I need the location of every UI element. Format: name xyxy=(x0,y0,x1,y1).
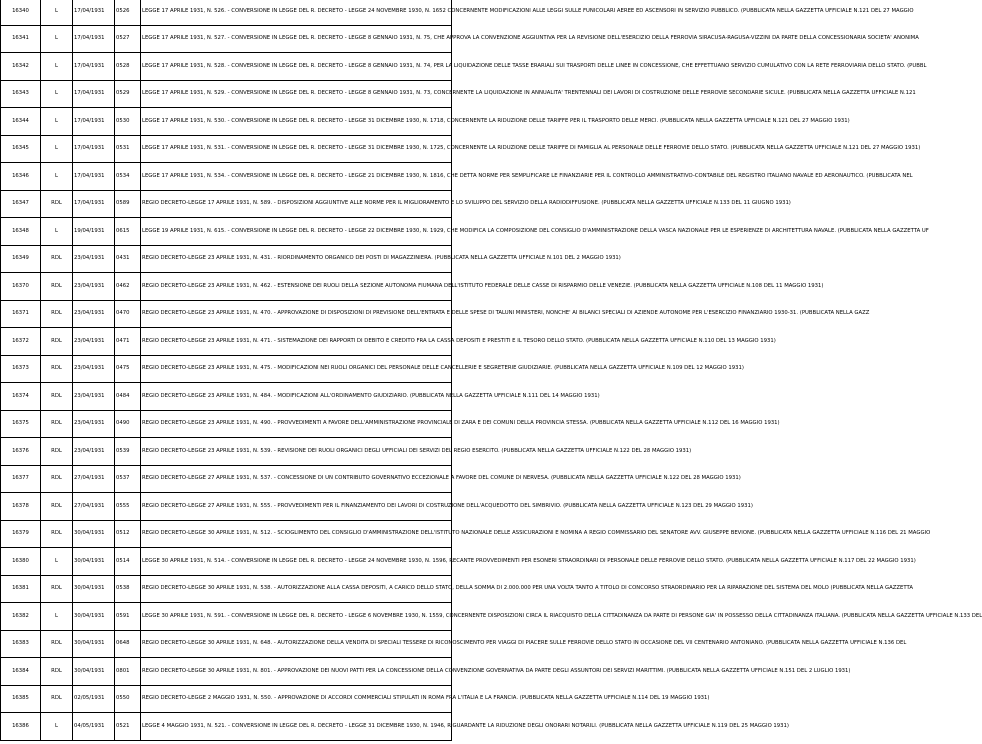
act-description-cell xyxy=(141,245,621,273)
act-type-text: L xyxy=(55,557,58,564)
act-code-cell xyxy=(115,383,141,411)
table-row xyxy=(1,328,452,356)
act-code-cell xyxy=(115,25,141,53)
record-number-text: 16344 xyxy=(12,117,29,124)
act-date-text: 30/04/1931 xyxy=(74,530,105,537)
act-date-text: 17/04/1931 xyxy=(74,35,105,42)
act-code-cell xyxy=(115,328,141,356)
table-row xyxy=(1,713,452,741)
act-description-text: REGIO DECRETO-LEGGE 30 APRILE 1931, N. 512. - SCIOGLIMENTO DEL CONSIGLIO D'AMMINISTRAZIONE DELL'ISTITUTO NAZIONALE DELLE ASSICURAZIONI E NOMINA A REGIO COMMISSARIO DEL SENATORE AVV. GIUSEPPE BEVIONE. (PUBBLICATA NELLA GAZZETTA UFFICIALE N.116 DEL 21 MAGGIO xyxy=(142,530,931,537)
record-number-cell xyxy=(1,355,41,383)
act-date-text: 30/04/1931 xyxy=(74,585,105,592)
record-number-text: 16346 xyxy=(12,172,29,179)
act-type-text: RDL xyxy=(51,667,62,674)
table-row xyxy=(1,0,452,25)
record-number-cell xyxy=(1,713,41,741)
act-type-cell xyxy=(41,548,73,576)
act-code-cell xyxy=(115,603,141,631)
act-type-cell xyxy=(41,575,73,603)
act-type-cell xyxy=(41,603,73,631)
act-code-cell xyxy=(115,300,141,328)
record-number-text: 16384 xyxy=(12,667,29,674)
record-number-text: 16377 xyxy=(12,475,29,482)
act-description-cell xyxy=(141,80,916,108)
act-code-cell xyxy=(115,355,141,383)
act-date-cell xyxy=(73,630,115,658)
record-number-cell xyxy=(1,520,41,548)
act-date-text: 23/04/1931 xyxy=(74,282,105,289)
act-date-text: 23/04/1931 xyxy=(74,420,105,427)
act-date-cell xyxy=(73,603,115,631)
act-description-cell xyxy=(141,135,921,163)
act-description-text: LEGGE 4 MAGGIO 1931, N. 521. - CONVERSIONE IN LEGGE DEL R. DECRETO - LEGGE 31 DICEMBRE 1930, N. 1946, RIGUARDANTE LA RIDUZIONE DEGLI ONORARI NOTARILI. (PUBBLICATA NELLA GAZZETTA UFFICIALE N.119 DEL 25 MAGGIO 1931) xyxy=(142,722,789,729)
act-date-text: 27/04/1931 xyxy=(74,502,105,509)
act-date-cell xyxy=(73,575,115,603)
record-number-cell xyxy=(1,0,41,25)
act-code-cell xyxy=(115,410,141,438)
table-row xyxy=(1,273,452,301)
act-description-text: REGIO DECRETO-LEGGE 27 APRILE 1931, N. 537. - CONCESSIONE DI UN CONTRIBUTO GOVERNATIVO ECCEZIONALE A FAVORE DEL COMUNE DI NERVESA. (PUBBLICATA NELLA GAZZETTA UFFICIALE N.122 DEL 28 MAGGIO 1931) xyxy=(142,475,741,482)
act-code-cell xyxy=(115,713,141,741)
record-number-text: 16380 xyxy=(12,557,29,564)
act-description-text: LEGGE 17 APRILE 1931, N. 528. - CONVERSIONE IN LEGGE DEL R. DECRETO - LEGGE 8 GENNAIO 1931, N. 74, PER LA LIQUIDAZIONE DELLE TASSE ERARIALI SUI TRASPORTI DELLE LINEE IN CONCESSIONE, CHE EFFETTUANO SERVIZIO CUMULATIVO CON LA RETE FERROVIARIA DELLO STATO. (PUBBL xyxy=(142,62,927,69)
act-date-cell xyxy=(73,135,115,163)
act-code-cell xyxy=(115,218,141,246)
act-type-text: RDL xyxy=(51,310,62,317)
act-date-cell xyxy=(73,300,115,328)
act-date-text: 30/04/1931 xyxy=(74,557,105,564)
act-type-cell xyxy=(41,273,73,301)
record-number-text: 16341 xyxy=(12,35,29,42)
record-number-cell xyxy=(1,135,41,163)
act-date-text: 02/05/1931 xyxy=(74,695,105,702)
act-type-text: RDL xyxy=(51,200,62,207)
act-type-cell xyxy=(41,0,73,25)
act-description-cell xyxy=(141,190,791,218)
record-number-cell xyxy=(1,630,41,658)
act-code-text: 0527 xyxy=(116,35,130,42)
table-row xyxy=(1,108,452,136)
record-number-cell xyxy=(1,300,41,328)
record-number-text: 16381 xyxy=(12,585,29,592)
act-type-cell xyxy=(41,328,73,356)
act-description-text: LEGGE 19 APRILE 1931, N. 615. - CONVERSIONE IN LEGGE DEL R. DECRETO - LEGGE 22 DICEMBRE 1930, N. 1929, CHE MODIFICA LA COMPOSIZIONE DEL CONSIGLIO D'AMMINISTRAZIONE DELLA VASCA NAZIONALE PER LE ESPERIENZE DI ARCHITETTURA NAVALE. (PUBBLICATA NELLA GAZZETTA UF xyxy=(142,227,929,234)
record-number-cell xyxy=(1,603,41,631)
act-type-cell xyxy=(41,438,73,466)
act-type-cell xyxy=(41,410,73,438)
act-type-text: RDL xyxy=(51,502,62,509)
record-number-text: 16342 xyxy=(12,62,29,69)
act-type-text: RDL xyxy=(51,392,62,399)
act-description-cell xyxy=(141,163,913,191)
act-type-text: L xyxy=(55,35,58,42)
act-type-text: RDL xyxy=(51,695,62,702)
act-description-text: REGIO DECRETO-LEGGE 27 APRILE 1931, N. 555. - PROVVEDIMENTI PER IL FINANZIAMENTO DEI LAVORI DI COSTRUZIONE DELL'ACQUEDOTTO DEL SIMBRIVIO. (PUBBLICATA NELLA GAZZETTA UFFICIALE N.123 DEL 29 MAGGIO 1931) xyxy=(142,502,753,509)
act-type-text: L xyxy=(55,7,58,14)
table-row xyxy=(1,410,452,438)
table-row xyxy=(1,80,452,108)
act-type-text: L xyxy=(55,172,58,179)
act-type-cell xyxy=(41,658,73,686)
act-description-cell xyxy=(141,0,914,25)
act-date-text: 30/04/1931 xyxy=(74,612,105,619)
act-description-cell xyxy=(141,355,744,383)
act-code-cell xyxy=(115,685,141,713)
table-row xyxy=(1,190,452,218)
act-date-cell xyxy=(73,108,115,136)
act-date-text: 17/04/1931 xyxy=(74,172,105,179)
act-date-text: 23/04/1931 xyxy=(74,447,105,454)
act-code-text: 0528 xyxy=(116,62,130,69)
act-description-cell xyxy=(141,410,780,438)
act-code-text: 0531 xyxy=(116,145,130,152)
act-code-cell xyxy=(115,658,141,686)
record-number-cell xyxy=(1,273,41,301)
act-date-cell xyxy=(73,273,115,301)
act-code-cell xyxy=(115,465,141,493)
table-row xyxy=(1,548,452,576)
act-date-cell xyxy=(73,355,115,383)
act-type-cell xyxy=(41,25,73,53)
table-row xyxy=(1,465,452,493)
act-date-cell xyxy=(73,493,115,521)
act-description-cell xyxy=(141,218,929,246)
act-date-text: 30/04/1931 xyxy=(74,667,105,674)
act-description-cell xyxy=(141,575,913,603)
act-description-text: REGIO DECRETO-LEGGE 30 APRILE 1931, N. 801. - APPROVAZIONE DEI NUOVI PATTI PER LA CONCESSIONE DELLA CONVENZIONE GOVERNATIVA DA PARTE DEGLI ASSUNTORI DEI SERVIZI MARITTIMI. (PUBBLICATA NELLA GAZZETTA UFFICIALE N.151 DEL 2 LUGLIO 1931) xyxy=(142,667,851,674)
act-description-cell xyxy=(141,603,982,631)
act-date-text: 30/04/1931 xyxy=(74,640,105,647)
record-number-text: 16375 xyxy=(12,420,29,427)
act-code-cell xyxy=(115,438,141,466)
act-type-cell xyxy=(41,355,73,383)
act-date-cell xyxy=(73,80,115,108)
act-code-text: 0490 xyxy=(116,420,130,427)
register-rows xyxy=(1,0,982,740)
act-description-cell xyxy=(141,328,776,356)
act-type-text: L xyxy=(55,227,58,234)
record-number-cell xyxy=(1,245,41,273)
act-code-cell xyxy=(115,575,141,603)
act-code-text: 0512 xyxy=(116,530,130,537)
record-number-cell xyxy=(1,80,41,108)
act-description-cell xyxy=(141,630,907,658)
act-code-text: 0529 xyxy=(116,90,130,97)
act-date-text: 23/04/1931 xyxy=(74,365,105,372)
act-description-cell xyxy=(141,685,710,713)
act-date-cell xyxy=(73,0,115,25)
act-type-text: RDL xyxy=(51,447,62,454)
act-type-text: L xyxy=(55,117,58,124)
act-description-text: REGIO DECRETO-LEGGE 23 APRILE 1931, N. 431. - RIORDINAMENTO ORGANICO DEI POSTI DI MAGAZZINIERA. (PUBBLICATA NELLA GAZZETTA UFFICIALE N.101 DEL 2 MAGGIO 1931) xyxy=(142,255,621,262)
act-code-text: 0475 xyxy=(116,365,130,372)
act-date-text: 23/04/1931 xyxy=(74,392,105,399)
record-number-cell xyxy=(1,190,41,218)
act-code-text: 0514 xyxy=(116,557,130,564)
table-row xyxy=(1,658,452,686)
act-code-text: 0471 xyxy=(116,337,130,344)
act-type-cell xyxy=(41,493,73,521)
act-description-text: LEGGE 17 APRILE 1931, N. 527. - CONVERSIONE IN LEGGE DEL R. DECRETO - LEGGE 8 GENNAIO 1931, N. 75, CHE APPROVA LA CONVENZIONE AGGIUNTIVA PER LA REVISIONE DELL'ESERCIZIO DELLA FERROVIA SIRACUSA-RAGUSA-VIZZINI DA PARTE DELLA CONCESSIONARIA SOCIETA' ANONIMA xyxy=(142,35,919,42)
record-number-cell xyxy=(1,465,41,493)
act-code-text: 0537 xyxy=(116,475,130,482)
act-description-cell xyxy=(141,438,692,466)
act-code-cell xyxy=(115,163,141,191)
table-row xyxy=(1,300,452,328)
record-number-text: 16374 xyxy=(12,392,29,399)
act-code-cell xyxy=(115,80,141,108)
record-number-text: 16349 xyxy=(12,255,29,262)
act-code-text: 0615 xyxy=(116,227,130,234)
act-date-cell xyxy=(73,410,115,438)
act-code-cell xyxy=(115,108,141,136)
record-number-cell xyxy=(1,218,41,246)
act-type-cell xyxy=(41,163,73,191)
act-date-cell xyxy=(73,53,115,81)
act-description-cell xyxy=(141,53,927,81)
act-code-cell xyxy=(115,135,141,163)
record-number-cell xyxy=(1,685,41,713)
act-description-text: REGIO DECRETO-LEGGE 23 APRILE 1931, N. 490. - PROVVEDIMENTI A FAVORE DELL'AMMINISTRAZIONE PROVINCIALE DI ZARA E DEI COMUNI DELLA PROVINCIA STESSA. (PUBBLICATA NELLA GAZZETTA UFFICIALE N.112 DEL 16 MAGGIO 1931) xyxy=(142,420,780,427)
table-row xyxy=(1,383,452,411)
act-date-cell xyxy=(73,685,115,713)
record-number-text: 16348 xyxy=(12,227,29,234)
table-row xyxy=(1,245,452,273)
act-type-cell xyxy=(41,245,73,273)
act-type-cell xyxy=(41,685,73,713)
act-description-cell xyxy=(141,548,916,576)
act-date-text: 17/04/1931 xyxy=(74,7,105,14)
act-code-text: 0431 xyxy=(116,255,130,262)
act-code-text: 0462 xyxy=(116,282,130,289)
act-description-text: REGIO DECRETO-LEGGE 30 APRILE 1931, N. 538. - AUTORIZZAZIONE ALLA CASSA DEPOSITI, A CARICO DELLO STATO, DELLA SOMMA DI 2.000.000 PER UNA VOLTA TANTO A TITOLO DI CONCORSO STRAORDINARIO PER LA RIPARAZIONE DEL SISTEMA DEL MOLO (PUBBLICATA NELLA GAZZETTA xyxy=(142,585,913,592)
act-date-cell xyxy=(73,465,115,493)
act-type-text: RDL xyxy=(51,255,62,262)
act-type-cell xyxy=(41,630,73,658)
record-number-text: 16386 xyxy=(12,722,29,729)
act-date-text: 17/04/1931 xyxy=(74,200,105,207)
act-date-cell xyxy=(73,713,115,741)
record-number-text: 16379 xyxy=(12,530,29,537)
act-date-cell xyxy=(73,548,115,576)
record-number-text: 16385 xyxy=(12,695,29,702)
record-number-text: 16343 xyxy=(12,90,29,97)
act-description-cell xyxy=(141,713,789,741)
act-code-text: 0470 xyxy=(116,310,130,317)
table-row xyxy=(1,355,452,383)
act-code-text: 0648 xyxy=(116,640,130,647)
act-date-text: 19/04/1931 xyxy=(74,227,105,234)
record-number-cell xyxy=(1,108,41,136)
record-number-cell xyxy=(1,658,41,686)
act-description-text: LEGGE 30 APRILE 1931, N. 591. - CONVERSIONE IN LEGGE DEL R. DECRETO - LEGGE 6 NOVEMBRE 1930, N. 1559, CONCERNENTE DISPOSIZIONI CIRCA IL RIACQUISTO DELLA CITTADINANZA DA PARTE DI PERSONE GIA' IN POSSESSO DELLA CITTADINANZA ITALIANA. (PUBBLICATA NELLA GAZZETTA UFFICIALE N.133 DEL xyxy=(142,612,982,619)
act-description-cell xyxy=(141,520,931,548)
act-type-text: RDL xyxy=(51,337,62,344)
act-description-text: REGIO DECRETO-LEGGE 23 APRILE 1931, N. 471. - SISTEMAZIONE DEI RAPPORTI DI DEBITO E CREDITO FRA LA CASSA DEPOSITI E PRESTITI E IL TESORO DELLO STATO. (PUBBLICATA NELLA GAZZETTA UFFICIALE N.110 DEL 13 MAGGIO 1931) xyxy=(142,337,776,344)
act-date-text: 23/04/1931 xyxy=(74,310,105,317)
act-type-cell xyxy=(41,190,73,218)
record-number-cell xyxy=(1,383,41,411)
act-type-cell xyxy=(41,300,73,328)
act-code-text: 0550 xyxy=(116,695,130,702)
table-row xyxy=(1,493,452,521)
act-date-cell xyxy=(73,218,115,246)
table-row xyxy=(1,575,452,603)
act-date-cell xyxy=(73,383,115,411)
act-description-cell xyxy=(141,493,753,521)
act-type-text: L xyxy=(55,612,58,619)
act-code-cell xyxy=(115,0,141,25)
act-code-text: 0555 xyxy=(116,502,130,509)
record-number-text: 16370 xyxy=(12,282,29,289)
act-type-text: L xyxy=(55,145,58,152)
act-code-text: 0534 xyxy=(116,172,130,179)
act-description-cell xyxy=(141,383,600,411)
act-description-text: REGIO DECRETO-LEGGE 30 APRILE 1931, N. 648. - AUTORIZZAZIONE DELLA VENDITA DI SPECIALI TESSERE DI RICONOSCIMENTO PER VIAGGI DI PIACERE SULLE FERROVIE DELLO STATO IN OCCASIONE DEL VII CENTENARIO ANTONIANO. (PUBBLICATA NELLA GAZZETTA UFFICIALE N.136 DEL xyxy=(142,640,907,647)
act-description-text: LEGGE 17 APRILE 1931, N. 534. - CONVERSIONE IN LEGGE DEL R. DECRETO - LEGGE 21 DICEMBRE 1930, N. 1816, CHE DETTA NORME PER SEMPLIFICARE LE FINANZIARIE PER IL CONTROLLO AMMINISTRATIVO-CONTABILE DEL REGISTRO ITALIANO NAVALE ED AERONAUTICO. (PUBBLICATA NEL xyxy=(142,172,913,179)
table-row xyxy=(1,438,452,466)
act-code-text: 0538 xyxy=(116,585,130,592)
record-number-text: 16371 xyxy=(12,310,29,317)
record-number-cell xyxy=(1,328,41,356)
act-description-text: REGIO DECRETO-LEGGE 17 APRILE 1931, N. 589. - DISPOSIZIONI AGGIUNTIVE ALLE NORME PER IL MIGLIORAMENTO E LO SVILUPPO DEL SERVIZIO DELLA RADIODIFFUSIONE. (PUBBLICATA NELLA GAZZETTA UFFICIALE N.133 DEL 11 GIUGNO 1931) xyxy=(142,200,791,207)
act-description-text: REGIO DECRETO-LEGGE 23 APRILE 1931, N. 462. - ESTENSIONE DEI RUOLI DELLA SEZIONE AUTONOMA FIUMANA DELL'ISTITUTO FEDERALE DELLE CASSE DI RISPARMIO DELLE VENEZIE. (PUBBLICATA NELLA GAZZETTA UFFICIALE N.108 DEL 11 MAGGIO 1931) xyxy=(142,282,824,289)
act-date-text: 17/04/1931 xyxy=(74,62,105,69)
table-row xyxy=(1,630,452,658)
act-description-text: LEGGE 17 APRILE 1931, N. 529. - CONVERSIONE IN LEGGE DEL R. DECRETO - LEGGE 8 GENNAIO 1931, N. 73, CONCERNENTE LA LIQUIDAZIONE IN ANNUALITA' TRENTENNALI DEI LAVORI DI COSTRUZIONE DELLE FERROVIE SECONDARIE SICULE. (PUBBLICATA NELLA GAZZETTA UFFICIALE N.121 xyxy=(142,90,916,97)
record-number-text: 16373 xyxy=(12,365,29,372)
act-date-text: 23/04/1931 xyxy=(74,255,105,262)
act-code-cell xyxy=(115,273,141,301)
record-number-cell xyxy=(1,438,41,466)
act-date-text: 27/04/1931 xyxy=(74,475,105,482)
act-code-text: 0589 xyxy=(116,200,130,207)
record-number-text: 16345 xyxy=(12,145,29,152)
act-date-cell xyxy=(73,328,115,356)
record-number-text: 16378 xyxy=(12,502,29,509)
act-description-cell xyxy=(141,658,851,686)
act-type-cell xyxy=(41,108,73,136)
table-row xyxy=(1,218,452,246)
act-date-cell xyxy=(73,520,115,548)
table-row xyxy=(1,135,452,163)
act-type-text: RDL xyxy=(51,585,62,592)
record-number-cell xyxy=(1,25,41,53)
act-type-text: L xyxy=(55,62,58,69)
act-code-cell xyxy=(115,520,141,548)
act-code-cell xyxy=(115,53,141,81)
act-type-cell xyxy=(41,520,73,548)
act-date-cell xyxy=(73,25,115,53)
act-type-cell xyxy=(41,135,73,163)
table-row xyxy=(1,685,452,713)
act-date-text: 17/04/1931 xyxy=(74,90,105,97)
record-number-cell xyxy=(1,53,41,81)
act-description-cell xyxy=(141,273,824,301)
table-row xyxy=(1,53,452,81)
record-number-cell xyxy=(1,575,41,603)
act-code-cell xyxy=(115,190,141,218)
act-description-text: REGIO DECRETO-LEGGE 23 APRILE 1931, N. 539. - REVISIONE DEI RUOLI ORGANICI DEGLI UFFICIALI DEI SERVIZI DEL REGIO ESERCITO. (PUBBLICATA NELLA GAZZETTA UFFICIALE N.122 DEL 28 MAGGIO 1931) xyxy=(142,447,692,454)
act-date-cell xyxy=(73,438,115,466)
act-code-text: 0526 xyxy=(116,7,130,14)
act-type-text: RDL xyxy=(51,475,62,482)
act-type-text: RDL xyxy=(51,420,62,427)
act-type-cell xyxy=(41,53,73,81)
act-description-text: LEGGE 30 APRILE 1931, N. 514. - CONVERSIONE IN LEGGE DEL R. DECRETO - LEGGE 24 NOVEMBRE 1930, N. 1596, RECANTE PROVVEDIMENTI PER ESONERI STRAORDINARI DI PERSONALE DELLE FERROVIE DELLO STATO. (PUBBLICATA NELLA GAZZETTA UFFICIALE N.117 DEL 22 MAGGIO 1931) xyxy=(142,557,916,564)
act-date-cell xyxy=(73,245,115,273)
act-type-text: RDL xyxy=(51,640,62,647)
table-row xyxy=(1,603,452,631)
record-number-cell xyxy=(1,493,41,521)
act-description-text: LEGGE 17 APRILE 1931, N. 526. - CONVERSIONE IN LEGGE DEL R. DECRETO - LEGGE 24 NOVEMBRE 1930, N. 1652 CONCERNENTE MODIFICAZIONI ALLE LEGGI SULLE FUNICOLARI AEREE ED ASCENSORI IN SERVIZIO PUBBLICO. (PUBBLICATA NELLA GAZZETTA UFFICIALE N.121 DEL 27 MAGGIO xyxy=(142,7,914,14)
act-description-cell xyxy=(141,465,741,493)
act-type-cell xyxy=(41,465,73,493)
act-date-text: 04/05/1931 xyxy=(74,722,105,729)
act-date-cell xyxy=(73,190,115,218)
act-code-text: 0484 xyxy=(116,392,130,399)
record-number-text: 16376 xyxy=(12,447,29,454)
act-date-text: 23/04/1931 xyxy=(74,337,105,344)
act-code-text: 0539 xyxy=(116,447,130,454)
act-type-text: RDL xyxy=(51,365,62,372)
record-number-text: 16382 xyxy=(12,612,29,619)
table-row xyxy=(1,163,452,191)
act-date-cell xyxy=(73,658,115,686)
act-type-cell xyxy=(41,80,73,108)
act-code-text: 0591 xyxy=(116,612,130,619)
act-type-text: RDL xyxy=(51,282,62,289)
act-type-cell xyxy=(41,713,73,741)
act-description-cell xyxy=(141,108,850,136)
act-type-text: L xyxy=(55,90,58,97)
record-number-text: 16347 xyxy=(12,200,29,207)
table-row xyxy=(1,520,452,548)
table-row xyxy=(1,25,452,53)
record-number-text: 16340 xyxy=(12,7,29,14)
record-number-cell xyxy=(1,548,41,576)
act-date-text: 17/04/1931 xyxy=(74,117,105,124)
act-type-text: RDL xyxy=(51,530,62,537)
act-code-cell xyxy=(115,548,141,576)
act-description-text: REGIO DECRETO-LEGGE 23 APRILE 1931, N. 484. - MODIFICAZIONI ALL'ORDINAMENTO GIUDIZIARIO. (PUBBLICATA NELLA GAZZETTA UFFICIALE N.111 DEL 14 MAGGIO 1931) xyxy=(142,392,600,399)
act-description-text: REGIO DECRETO-LEGGE 23 APRILE 1931, N. 470. - APPROVAZIONE DI DISPOSIZIONI DI PREVISIONE DELL'ENTRATA E DELLE SPESE DI TALUNI MINISTERI, NONCHE' AI BILANCI SPECIALI DI AZIENDE AUTONOME PER L'ESERCIZIO FINANZIARIO 1930-31. (PUBBLICATA NELLA GAZZ xyxy=(142,310,870,317)
record-number-cell xyxy=(1,410,41,438)
act-description-text: REGIO DECRETO-LEGGE 2 MAGGIO 1931, N. 550. - APPROVAZIONE DI ACCORDI COMMERCIALI STIPULATI IN ROMA FRA L'ITALIA E LA FRANCIA. (PUBBLICATA NELLA GAZZETTA UFFICIALE N.114 DEL 19 MAGGIO 1931) xyxy=(142,695,710,702)
act-type-cell xyxy=(41,383,73,411)
act-description-text: LEGGE 17 APRILE 1931, N. 530. - CONVERSIONE IN LEGGE DEL R. DECRETO - LEGGE 31 DICEMBRE 1930, N. 1718, CONCERNENTE LA RIDUZIONE DELLE TARIFFE PER IL TRASPORTO DELLE MERCI. (PUBBLICATA NELLA GAZZETTA UFFICIALE N.121 DEL 27 MAGGIO 1931) xyxy=(142,117,850,124)
act-code-cell xyxy=(115,245,141,273)
act-type-cell xyxy=(41,218,73,246)
act-code-cell xyxy=(115,630,141,658)
act-date-text: 17/04/1931 xyxy=(74,145,105,152)
act-code-text: 0530 xyxy=(116,117,130,124)
act-type-text: L xyxy=(55,722,58,729)
act-code-text: 0521 xyxy=(116,722,130,729)
act-description-text: REGIO DECRETO-LEGGE 23 APRILE 1931, N. 475. - MODIFICAZIONI NEI RUOLI ORGANICI DEL PERSONALE DELLE CANCELLERIE E SEGRETERIE GIUDIZIARIE. (PUBBLICATA NELLA GAZZETTA UFFICIALE N.109 DEL 12 MAGGIO 1931) xyxy=(142,365,744,372)
act-date-cell xyxy=(73,163,115,191)
record-number-text: 16383 xyxy=(12,640,29,647)
record-number-cell xyxy=(1,163,41,191)
act-code-cell xyxy=(115,493,141,521)
act-description-cell xyxy=(141,25,919,53)
act-code-text: 0801 xyxy=(116,667,130,674)
act-description-cell xyxy=(141,300,870,328)
record-number-text: 16372 xyxy=(12,337,29,344)
act-description-text: LEGGE 17 APRILE 1931, N. 531. - CONVERSIONE IN LEGGE DEL R. DECRETO - LEGGE 31 DICEMBRE 1930, N. 1725, CONCERNENTE LA RIDUZIONE DELLE TARIFFE DI FAMIGLIA AL PERSONALE DELLE FERROVIE DELLO STATO. (PUBBLICATA NELLA GAZZETTA UFFICIALE N.121 DEL 27 MAGGIO 1931) xyxy=(142,145,921,152)
